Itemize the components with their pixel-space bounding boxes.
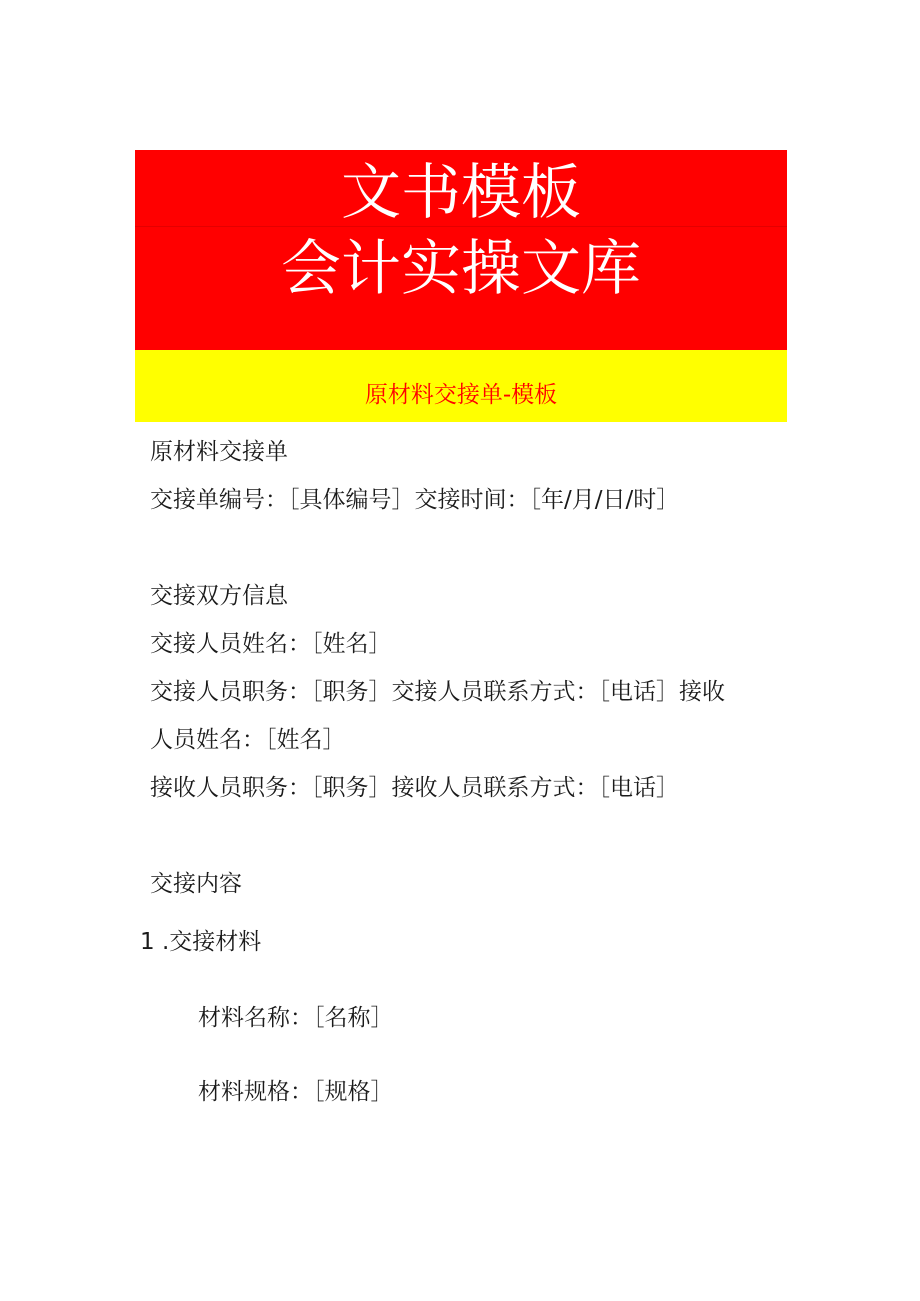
banner-title-line1: 文书模板 (341, 158, 581, 228)
handover-id-time-line: 交接单编号：［具体编号］交接时间：［年/月/日/时］ (150, 487, 680, 513)
handover-name-line: 交接人员姓名：［姓名］ (150, 631, 392, 657)
banner-red-block (135, 150, 787, 350)
banner-subtitle: 原材料交接单-模板 (135, 350, 787, 422)
title-banner (135, 150, 787, 422)
section-parties-heading: 交接双方信息 (150, 583, 288, 609)
banner-title-line2: 会计实操文库 (281, 234, 641, 304)
material-name-line: 材料名称：［名称］ (198, 1005, 394, 1031)
handover-role-line: 交接人员职务：［职务］交接人员联系方式：［电话］接收 (150, 679, 725, 705)
document-heading: 原材料交接单 (150, 439, 288, 465)
receiver-name-line: 人员姓名：［姓名］ (150, 727, 346, 753)
section-content-heading: 交接内容 (150, 871, 242, 897)
receiver-role-line: 接收人员职务：［职务］接收人员联系方式：［电话］ (150, 775, 679, 801)
list-item-materials: 1 .交接材料 (140, 929, 262, 955)
material-spec-line: 材料规格：［规格］ (198, 1079, 394, 1105)
